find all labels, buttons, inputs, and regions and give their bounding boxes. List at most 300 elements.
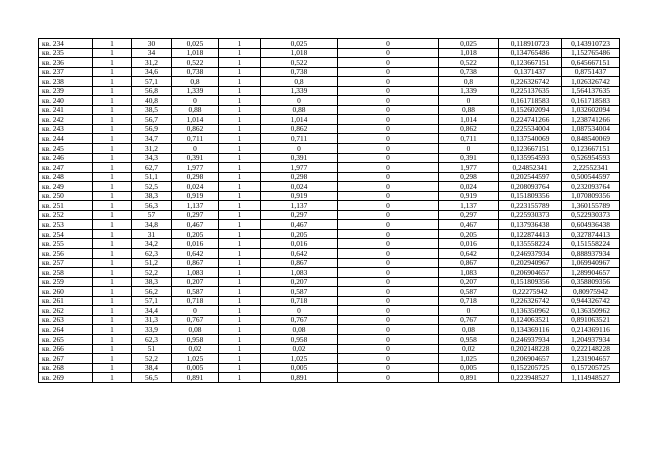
table-row xyxy=(39,277,620,287)
table-row xyxy=(39,191,620,201)
table-cell: 0,202544597 xyxy=(499,172,562,182)
table-cell: 0,867 xyxy=(439,258,499,268)
table-cell: 0,522930373 xyxy=(562,210,620,220)
table-cell: 0,222148228 xyxy=(562,344,620,354)
table-cell: 0,136350962 xyxy=(562,306,620,316)
table-cell: 1,025 xyxy=(439,354,499,364)
table-cell: 0,207 xyxy=(439,277,499,287)
table-cell: 30 xyxy=(132,39,172,49)
table-row xyxy=(39,258,620,268)
table-cell: 0,08 xyxy=(261,325,338,335)
table-cell: 56,8 xyxy=(132,86,172,96)
table-cell: 1,025 xyxy=(261,354,338,364)
table-cell: 0 xyxy=(338,315,439,325)
table-cell: 40,8 xyxy=(132,96,172,106)
table-cell: 0 xyxy=(338,249,439,259)
table-cell: 0,522 xyxy=(261,58,338,68)
table-cell: 0 xyxy=(172,306,219,316)
table-cell: 1,137 xyxy=(172,201,219,211)
table-cell: 0,80975942 xyxy=(562,287,620,297)
table-cell: 1,032602094 xyxy=(562,105,620,115)
table-cell: 1 xyxy=(93,354,132,364)
table-cell: 1 xyxy=(93,48,132,58)
table-cell: 0,645667151 xyxy=(562,58,620,68)
apartment-label-cell: кв. 244 xyxy=(39,134,93,144)
table-cell: 0 xyxy=(338,277,439,287)
table-cell: 0,02 xyxy=(172,344,219,354)
table-cell: 0 xyxy=(439,96,499,106)
table-cell: 1 xyxy=(93,182,132,192)
table-cell: 0 xyxy=(338,239,439,249)
table-cell: 34,4 xyxy=(132,306,172,316)
table-cell: 0,134369116 xyxy=(499,325,562,335)
table-cell: 0,891 xyxy=(172,373,219,383)
apartment-label-cell: кв. 267 xyxy=(39,354,93,364)
table-cell: 0,88 xyxy=(261,105,338,115)
table-cell: 51,1 xyxy=(132,172,172,182)
table-cell: 0 xyxy=(439,306,499,316)
table-cell: 0,151809356 xyxy=(499,191,562,201)
table-cell: 1,238741266 xyxy=(562,115,620,125)
table-cell: 0,08 xyxy=(172,325,219,335)
table-cell: 0,226326742 xyxy=(499,296,562,306)
table-cell: 51 xyxy=(132,344,172,354)
table-row xyxy=(39,58,620,68)
apartment-label-cell: кв. 248 xyxy=(39,172,93,182)
table-cell: 0 xyxy=(338,344,439,354)
table-cell: 0,526954593 xyxy=(562,153,620,163)
table-cell: 1,137 xyxy=(261,201,338,211)
table-cell: 62,3 xyxy=(132,334,172,344)
apartment-label-cell: кв. 237 xyxy=(39,67,93,77)
table-cell: 0,136350962 xyxy=(499,306,562,316)
table-cell: 1,014 xyxy=(439,115,499,125)
table-cell: 56,2 xyxy=(132,287,172,297)
table-cell: 0,135558224 xyxy=(499,239,562,249)
table-row xyxy=(39,229,620,239)
apartment-label-cell: кв. 249 xyxy=(39,182,93,192)
table-cell: 0,88 xyxy=(439,105,499,115)
table-cell: 56,5 xyxy=(132,373,172,383)
table-cell: 0,500544597 xyxy=(562,172,620,182)
table-row xyxy=(39,153,620,163)
table-cell: 1 xyxy=(219,48,261,58)
table-cell: 31,3 xyxy=(132,315,172,325)
table-cell: 0 xyxy=(338,58,439,68)
table-cell: 34,8 xyxy=(132,220,172,230)
table-cell: 1,018 xyxy=(172,48,219,58)
table-cell: 0,224741266 xyxy=(499,115,562,125)
table-cell: 0,123667151 xyxy=(499,144,562,154)
table-cell: 0,298 xyxy=(172,172,219,182)
table-cell: 0,025 xyxy=(172,39,219,49)
table-cell: 0,919 xyxy=(172,191,219,201)
table-row xyxy=(39,48,620,58)
table-cell: 1,231904657 xyxy=(562,354,620,364)
table-cell: 1 xyxy=(93,258,132,268)
table-cell: 0,867 xyxy=(261,258,338,268)
table-cell: 0,223948527 xyxy=(499,373,562,383)
table-cell: 1 xyxy=(93,268,132,278)
table-cell: 0,642 xyxy=(172,249,219,259)
table-cell: 1 xyxy=(93,191,132,201)
table-cell: 0,711 xyxy=(172,134,219,144)
table-cell: 1,083 xyxy=(439,268,499,278)
table-cell: 0,958 xyxy=(172,334,219,344)
apartment-label-cell: кв. 236 xyxy=(39,58,93,68)
table-cell: 0,024 xyxy=(172,182,219,192)
table-cell: 1 xyxy=(93,86,132,96)
table-cell: 0 xyxy=(338,124,439,134)
table-cell: 1 xyxy=(93,77,132,87)
table-cell: 0,88 xyxy=(172,105,219,115)
table-cell: 0,135954593 xyxy=(499,153,562,163)
table-cell: 0,297 xyxy=(439,210,499,220)
table-cell: 0,205 xyxy=(261,229,338,239)
table-cell: 0,226326742 xyxy=(499,77,562,87)
table-cell: 0,005 xyxy=(172,363,219,373)
table-cell: 0,157205725 xyxy=(562,363,620,373)
apartment-label-cell: кв. 261 xyxy=(39,296,93,306)
table-cell: 31,2 xyxy=(132,58,172,68)
table-cell: 0,206904657 xyxy=(499,354,562,364)
table-cell: 1 xyxy=(219,210,261,220)
table-cell: 1 xyxy=(219,172,261,182)
table-cell: 52,2 xyxy=(132,268,172,278)
apartment-label-cell: кв. 264 xyxy=(39,325,93,335)
table-cell: 33,9 xyxy=(132,325,172,335)
table-row xyxy=(39,315,620,325)
table-cell: 1 xyxy=(219,277,261,287)
table-row xyxy=(39,363,620,373)
table-row xyxy=(39,287,620,297)
table-cell: 0,862 xyxy=(261,124,338,134)
table-cell: 1 xyxy=(219,229,261,239)
table-cell: 0,205 xyxy=(172,229,219,239)
table-cell: 0,02 xyxy=(261,344,338,354)
table-cell: 62,3 xyxy=(132,249,172,259)
table-cell: 1,114948527 xyxy=(562,373,620,383)
table-cell: 0,123667151 xyxy=(562,144,620,154)
table-cell: 1 xyxy=(219,334,261,344)
table-cell: 0,711 xyxy=(439,134,499,144)
table-cell: 0,137540069 xyxy=(499,134,562,144)
table-cell: 0,151809356 xyxy=(499,277,562,287)
table-row xyxy=(39,144,620,154)
table-cell: 1 xyxy=(93,315,132,325)
table-cell: 0,225930373 xyxy=(499,210,562,220)
table-cell: 1 xyxy=(219,124,261,134)
table-cell: 1 xyxy=(219,363,261,373)
table-cell: 0,958 xyxy=(439,334,499,344)
table-cell: 0,207 xyxy=(172,277,219,287)
table-cell: 0 xyxy=(338,144,439,154)
table-row xyxy=(39,77,620,87)
table-cell: 0,024 xyxy=(261,182,338,192)
table-cell: 0 xyxy=(338,191,439,201)
table-cell: 0,223155789 xyxy=(499,201,562,211)
table-cell: 1 xyxy=(93,105,132,115)
table-cell: 1 xyxy=(219,182,261,192)
table-cell: 0,161718583 xyxy=(499,96,562,106)
apartment-label-cell: кв. 234 xyxy=(39,39,93,49)
apartment-label-cell: кв. 238 xyxy=(39,77,93,87)
table-cell: 0,225534004 xyxy=(499,124,562,134)
table-row xyxy=(39,39,620,49)
table-cell: 0,205 xyxy=(439,229,499,239)
table-cell: 0 xyxy=(338,134,439,144)
table-cell: 0,206904657 xyxy=(499,268,562,278)
table-row xyxy=(39,210,620,220)
table-cell: 1 xyxy=(219,153,261,163)
table-cell: 0 xyxy=(338,153,439,163)
apartment-label-cell: кв. 266 xyxy=(39,344,93,354)
table-cell: 0,024 xyxy=(439,182,499,192)
table-cell: 56,7 xyxy=(132,115,172,125)
table-cell: 1,014 xyxy=(261,115,338,125)
apartment-label-cell: кв. 250 xyxy=(39,191,93,201)
table-cell: 38,5 xyxy=(132,105,172,115)
table-cell: 0,467 xyxy=(261,220,338,230)
table-cell: 0,207 xyxy=(261,277,338,287)
table-cell: 0,202940967 xyxy=(499,258,562,268)
table-cell: 0,862 xyxy=(172,124,219,134)
table-cell: 1 xyxy=(93,58,132,68)
table-cell: 1,289904657 xyxy=(562,268,620,278)
table-cell: 1,339 xyxy=(261,86,338,96)
table-cell: 0,327874413 xyxy=(562,229,620,239)
table-row xyxy=(39,134,620,144)
table-cell: 1 xyxy=(93,296,132,306)
apartment-label-cell: кв. 269 xyxy=(39,373,93,383)
apartment-label-cell: кв. 240 xyxy=(39,96,93,106)
table-cell: 0,02 xyxy=(439,344,499,354)
table-cell: 1 xyxy=(219,144,261,154)
table-cell: 0,161718583 xyxy=(562,96,620,106)
apartment-label-cell: кв. 253 xyxy=(39,220,93,230)
table-cell: 0 xyxy=(338,268,439,278)
apartment-label-cell: кв. 263 xyxy=(39,315,93,325)
table-cell: 1 xyxy=(219,67,261,77)
table-cell: 0,891 xyxy=(439,373,499,383)
table-cell: 1 xyxy=(93,115,132,125)
table-cell: 0,22275942 xyxy=(499,287,562,297)
table-cell: 0 xyxy=(261,306,338,316)
table-row xyxy=(39,325,620,335)
table-cell: 0,143910723 xyxy=(562,39,620,49)
table-cell: 1 xyxy=(219,354,261,364)
table-row xyxy=(39,86,620,96)
table-cell: 1,360155789 xyxy=(562,201,620,211)
table-cell: 0 xyxy=(338,373,439,383)
table-cell: 1,137 xyxy=(439,201,499,211)
apartment-label-cell: кв. 239 xyxy=(39,86,93,96)
table-cell: 0,467 xyxy=(439,220,499,230)
table-cell: 34,7 xyxy=(132,134,172,144)
table-cell: 0,919 xyxy=(261,191,338,201)
table-cell: 0,005 xyxy=(261,363,338,373)
table-cell: 0,738 xyxy=(172,67,219,77)
table-cell: 38,3 xyxy=(132,191,172,201)
table-cell: 52,2 xyxy=(132,354,172,364)
table-row xyxy=(39,201,620,211)
table-cell: 57,1 xyxy=(132,77,172,87)
table-cell: 1 xyxy=(219,96,261,106)
table-cell: 34,3 xyxy=(132,153,172,163)
table-cell: 1 xyxy=(93,163,132,173)
table-cell: 1,083 xyxy=(172,268,219,278)
table-cell: 0,134765486 xyxy=(499,48,562,58)
table-cell: 0,867 xyxy=(172,258,219,268)
table-cell: 0,137936438 xyxy=(499,220,562,230)
table-cell: 1 xyxy=(93,201,132,211)
table-cell: 0 xyxy=(338,325,439,335)
table-cell: 0,025 xyxy=(261,39,338,49)
table-cell: 1 xyxy=(93,134,132,144)
table-cell: 0 xyxy=(338,201,439,211)
table-cell: 0 xyxy=(338,39,439,49)
table-cell: 2,22552341 xyxy=(562,163,620,173)
apartment-label-cell: кв. 241 xyxy=(39,105,93,115)
table-row xyxy=(39,268,620,278)
table-cell: 0,005 xyxy=(439,363,499,373)
table-cell: 0,124063521 xyxy=(499,315,562,325)
table-row xyxy=(39,373,620,383)
table-cell: 0,522 xyxy=(172,58,219,68)
table-cell: 1 xyxy=(93,249,132,259)
table-cell: 1,152765486 xyxy=(562,48,620,58)
apartment-label-cell: кв. 255 xyxy=(39,239,93,249)
table-cell: 0,297 xyxy=(261,210,338,220)
table-cell: 0,358809356 xyxy=(562,277,620,287)
table-cell: 0,718 xyxy=(439,296,499,306)
table-cell: 0,016 xyxy=(439,239,499,249)
table-cell: 0,391 xyxy=(172,153,219,163)
table-cell: 0,642 xyxy=(439,249,499,259)
table-cell: 0,297 xyxy=(172,210,219,220)
table-cell: 1 xyxy=(219,249,261,259)
table-cell: 38,3 xyxy=(132,277,172,287)
table-cell: 1 xyxy=(93,363,132,373)
table-row xyxy=(39,182,620,192)
table-cell: 1 xyxy=(93,239,132,249)
table-cell: 0,8751437 xyxy=(562,67,620,77)
table-cell: 31,2 xyxy=(132,144,172,154)
table-body xyxy=(39,39,620,383)
table-cell: 0,202148228 xyxy=(499,344,562,354)
table-cell: 1 xyxy=(219,191,261,201)
table-cell: 0 xyxy=(338,258,439,268)
table-cell: 0,016 xyxy=(261,239,338,249)
table-cell: 57 xyxy=(132,210,172,220)
table-cell: 1 xyxy=(219,58,261,68)
apartment-label-cell: кв. 252 xyxy=(39,210,93,220)
table-cell: 0 xyxy=(172,144,219,154)
table-cell: 1,026326742 xyxy=(562,77,620,87)
table-row xyxy=(39,354,620,364)
table-cell: 1 xyxy=(93,124,132,134)
table-cell: 0,767 xyxy=(172,315,219,325)
table-cell: 1,087534004 xyxy=(562,124,620,134)
table-cell: 1 xyxy=(219,134,261,144)
table-cell: 0,118910723 xyxy=(499,39,562,49)
table-cell: 0,718 xyxy=(172,296,219,306)
table-cell: 57,1 xyxy=(132,296,172,306)
table-cell: 1 xyxy=(219,239,261,249)
apartment-label-cell: кв. 258 xyxy=(39,268,93,278)
table-cell: 0 xyxy=(338,163,439,173)
table-cell: 51,2 xyxy=(132,258,172,268)
table-cell: 0 xyxy=(338,334,439,344)
table-cell: 1 xyxy=(93,144,132,154)
apartment-label-cell: кв. 245 xyxy=(39,144,93,154)
table-cell: 1 xyxy=(219,268,261,278)
table-cell: 0,298 xyxy=(261,172,338,182)
apartment-label-cell: кв. 268 xyxy=(39,363,93,373)
apartment-label-cell: кв. 243 xyxy=(39,124,93,134)
table-cell: 34 xyxy=(132,48,172,58)
apartment-label-cell: кв. 242 xyxy=(39,115,93,125)
table-cell: 0,738 xyxy=(261,67,338,77)
table-cell: 0 xyxy=(338,48,439,58)
table-cell: 1 xyxy=(93,153,132,163)
table-cell: 1 xyxy=(219,86,261,96)
table-cell: 0,888937934 xyxy=(562,249,620,259)
table-cell: 0 xyxy=(338,363,439,373)
table-row xyxy=(39,344,620,354)
table-cell: 0 xyxy=(338,182,439,192)
apartment-data-table xyxy=(38,38,620,383)
table-cell: 1,070809356 xyxy=(562,191,620,201)
table-cell: 0,642 xyxy=(261,249,338,259)
table-cell: 0 xyxy=(338,296,439,306)
table-cell: 1,083 xyxy=(261,268,338,278)
table-cell: 1 xyxy=(93,172,132,182)
table-cell: 0,232093764 xyxy=(562,182,620,192)
table-cell: 1 xyxy=(219,287,261,297)
table-row xyxy=(39,249,620,259)
table-cell: 1,564137635 xyxy=(562,86,620,96)
table-cell: 1 xyxy=(93,210,132,220)
table-cell: 0,8 xyxy=(439,77,499,87)
table-cell: 1,014 xyxy=(172,115,219,125)
table-cell: 34,6 xyxy=(132,67,172,77)
table-cell: 1,977 xyxy=(439,163,499,173)
table-row xyxy=(39,306,620,316)
table-cell: 0 xyxy=(261,96,338,106)
table-cell: 38,4 xyxy=(132,363,172,373)
table-cell: 1 xyxy=(219,373,261,383)
table-cell: 0,246937934 xyxy=(499,334,562,344)
apartment-label-cell: кв. 259 xyxy=(39,277,93,287)
table-cell: 0,587 xyxy=(261,287,338,297)
table-cell: 34,2 xyxy=(132,239,172,249)
table-cell: 0,225137635 xyxy=(499,86,562,96)
table-cell: 1 xyxy=(219,258,261,268)
table-cell: 0,467 xyxy=(172,220,219,230)
table-cell: 0,738 xyxy=(439,67,499,77)
table-cell: 0,958 xyxy=(261,334,338,344)
table-cell: 1 xyxy=(219,77,261,87)
table-cell: 1 xyxy=(219,306,261,316)
table-cell: 1 xyxy=(219,201,261,211)
table-cell: 0,246937934 xyxy=(499,249,562,259)
table-cell: 1 xyxy=(219,115,261,125)
table-cell: 1 xyxy=(219,163,261,173)
table-cell: 0,1371437 xyxy=(499,67,562,77)
table-cell: 0,08 xyxy=(439,325,499,335)
table-row xyxy=(39,115,620,125)
